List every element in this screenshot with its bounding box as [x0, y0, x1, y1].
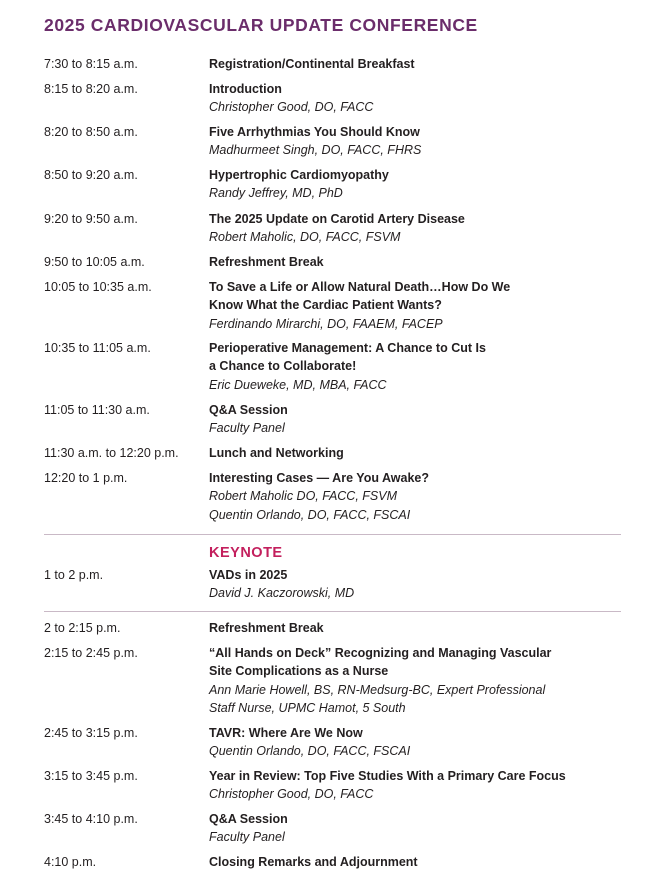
session-content [209, 278, 621, 333]
session-title: TAVR: Where Are We Now [209, 726, 363, 740]
session-speaker: Faculty Panel [209, 830, 285, 845]
session-speaker: Faculty Panel [209, 421, 285, 436]
session-content [209, 166, 621, 203]
session-speaker: Christopher Good, DO, FACC [209, 787, 374, 802]
session-content [209, 767, 621, 804]
session-time: 10:35 to 11:05 a.m. [44, 341, 151, 355]
session-speaker: David J. Kaczorowski, MD [209, 586, 355, 601]
session-title: Lunch and Networking [209, 446, 344, 460]
session-content [209, 853, 621, 871]
session-speaker: Randy Jeffrey, MD, PhD [209, 186, 343, 201]
session-time: 1 to 2 p.m. [44, 568, 104, 582]
session-speaker: Eric Dueweke, MD, MBA, FACC [209, 377, 387, 392]
session-title: Year in Review: Top Five Studies With a Primary Care Focus [209, 769, 566, 783]
session-title: Five Arrhythmias You Should Know [209, 125, 420, 139]
session-time: 8:15 to 8:20 a.m. [44, 82, 138, 96]
session-title: VADs in 2025 [209, 568, 288, 582]
session-speaker: Robert Maholic DO, FACC, FSVM [209, 489, 398, 504]
session-time: 2:45 to 3:15 p.m. [44, 726, 138, 740]
session-speaker: Staff Nurse, UPMC Hamot, 5 South [209, 700, 406, 715]
session-title: a Chance to Collaborate! [209, 359, 357, 374]
session-time: 12:20 to 1 p.m. [44, 471, 128, 485]
session-content [209, 339, 621, 394]
session-time: 4:10 p.m. [44, 855, 97, 869]
session-content [209, 123, 621, 160]
session-speaker: Christopher Good, DO, FACC [209, 100, 374, 115]
session-title: Perioperative Management: A Chance to Cut Is [209, 341, 486, 355]
session-time: 10:05 to 10:35 a.m. [44, 280, 152, 294]
session-content [209, 80, 621, 117]
session-title: Registration/Continental Breakfast [209, 57, 415, 71]
session-title: Know What the Cardiac Patient Wants? [209, 298, 442, 313]
session-content [209, 401, 621, 438]
session-title: Site Complications as a Nurse [209, 664, 389, 679]
session-title: Interesting Cases — Are You Awake? [209, 471, 429, 485]
session-title: Closing Remarks and Adjournment [209, 855, 418, 869]
section-divider [44, 534, 621, 535]
session-time: 11:05 to 11:30 a.m. [44, 403, 150, 417]
session-content [209, 55, 621, 73]
session-title: Q&A Session [209, 403, 288, 417]
session-time: 7:30 to 8:15 a.m. [44, 57, 138, 71]
section-divider [44, 611, 621, 612]
session-content [209, 619, 621, 637]
session-title: Refreshment Break [209, 621, 324, 635]
session-time: 3:45 to 4:10 p.m. [44, 812, 138, 826]
session-time: 11:30 a.m. to 12:20 p.m. [44, 446, 179, 460]
session-content [209, 644, 621, 717]
session-content [209, 566, 621, 603]
session-time: 2 to 2:15 p.m. [44, 621, 121, 635]
session-content [209, 253, 621, 271]
session-time: 2:15 to 2:45 p.m. [44, 646, 138, 660]
session-time: 9:20 to 9:50 a.m. [44, 212, 138, 226]
session-content [209, 724, 621, 761]
conference-title: 2025 CARDIOVASCULAR UPDATE CONFERENCE [44, 15, 478, 35]
session-content [209, 810, 621, 847]
session-speaker: Ann Marie Howell, BS, RN-Medsurg-BC, Expert Professional [209, 682, 546, 697]
session-time: 3:15 to 3:45 p.m. [44, 769, 138, 783]
session-title: Refreshment Break [209, 255, 324, 269]
session-content [209, 469, 621, 524]
session-title: Q&A Session [209, 812, 288, 826]
session-speaker: Robert Maholic, DO, FACC, FSVM [209, 230, 401, 245]
session-title: The 2025 Update on Carotid Artery Disease [209, 212, 465, 226]
session-speaker: Quentin Orlando, DO, FACC, FSCAI [209, 744, 411, 759]
session-time: 8:20 to 8:50 a.m. [44, 125, 138, 139]
session-content [209, 210, 621, 247]
session-title: Introduction [209, 82, 282, 96]
session-title: “All Hands on Deck” Recognizing and Managing Vascular [209, 646, 552, 660]
session-title: To Save a Life or Allow Natural Death…How Do We [209, 280, 511, 294]
session-speaker: Madhurmeet Singh, DO, FACC, FHRS [209, 143, 422, 158]
session-time: 9:50 to 10:05 a.m. [44, 255, 145, 269]
session-speaker: Ferdinando Mirarchi, DO, FAAEM, FACEP [209, 316, 443, 331]
session-title: Hypertrophic Cardiomyopathy [209, 168, 389, 182]
session-speaker: Quentin Orlando, DO, FACC, FSCAI [209, 507, 411, 522]
session-time: 8:50 to 9:20 a.m. [44, 168, 138, 182]
keynote-heading: KEYNOTE [209, 545, 283, 561]
session-content [209, 444, 621, 462]
